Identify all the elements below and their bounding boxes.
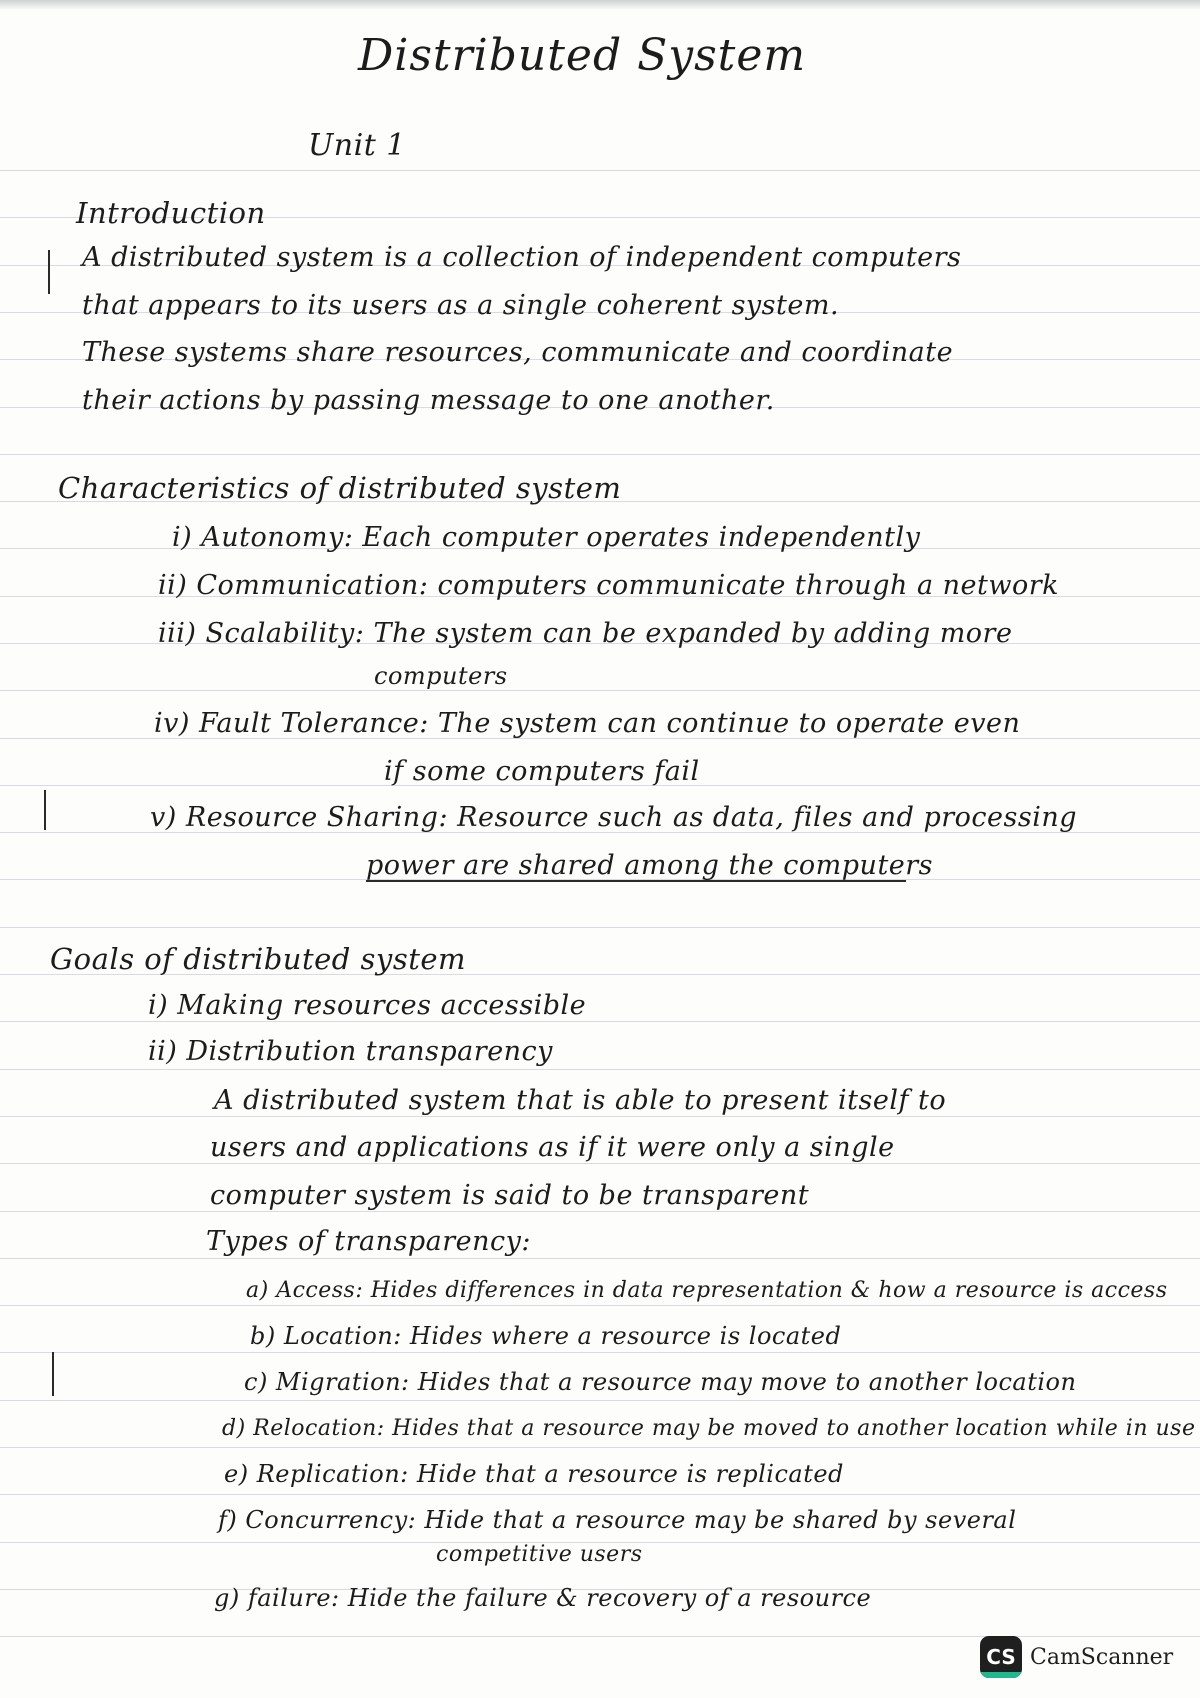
camscanner-logo-icon: CS — [980, 1636, 1022, 1678]
margin-mark — [48, 250, 50, 294]
introduction-line: These systems share resources, communicate and coordinate — [82, 337, 954, 368]
ruled-line — [0, 927, 1200, 928]
introduction-line: that appears to its users as a single coherent system. — [82, 290, 840, 321]
ruled-line — [0, 1163, 1200, 1164]
transparency-type: c) Migration: Hides that a resource may move to another location — [244, 1368, 1077, 1396]
goal-description-line: A distributed system that is able to present itself to — [214, 1085, 947, 1116]
transparency-type: g) failure: Hide the failure & recovery of a resource — [214, 1584, 872, 1612]
ruled-line — [0, 170, 1200, 171]
margin-mark — [44, 790, 46, 830]
characteristic-item: iv) Fault Tolerance: The system can continue to operate even — [154, 708, 1021, 739]
characteristic-item: i) Autonomy: Each computer operates independently — [172, 522, 921, 553]
ruled-line — [0, 1116, 1200, 1117]
introduction-line: A distributed system is a collection of independent computers — [82, 242, 962, 273]
transparency-type: d) Relocation: Hides that a resource may be moved to another location while in use — [222, 1416, 1196, 1441]
ruled-line — [0, 1069, 1200, 1070]
goal-item: ii) Distribution transparency — [148, 1036, 553, 1067]
page-top-edge — [0, 0, 1200, 10]
camscanner-watermark — [980, 1636, 1173, 1678]
unit-label: Unit 1 — [308, 128, 406, 163]
hand-underline — [366, 880, 906, 882]
transparency-types-heading: Types of transparency: — [206, 1226, 532, 1257]
transparency-type: e) Replication: Hide that a resource is replicated — [224, 1460, 844, 1488]
transparency-type: f) Concurrency: Hide that a resource may be shared by several — [218, 1506, 1017, 1534]
goal-item: i) Making resources accessible — [148, 990, 587, 1021]
ruled-line — [0, 1305, 1200, 1306]
transparency-type-continuation: competitive users — [436, 1542, 643, 1567]
characteristic-item-continuation: if some computers fail — [384, 756, 700, 787]
transparency-type: b) Location: Hides where a resource is located — [250, 1322, 842, 1350]
ruled-line — [0, 1400, 1200, 1401]
ruled-line — [0, 1258, 1200, 1259]
goal-description-line: computer system is said to be transparent — [210, 1180, 810, 1211]
characteristic-item: ii) Communication: computers communicate through a network — [158, 570, 1059, 601]
ruled-line — [0, 1494, 1200, 1495]
ruled-line — [0, 1211, 1200, 1212]
ruled-line — [0, 690, 1200, 691]
transparency-type: a) Access: Hides differences in data representation & how a resource is access — [246, 1278, 1168, 1303]
page-title: Distributed System — [358, 30, 807, 81]
camscanner-label: CamScanner — [1030, 1644, 1174, 1670]
ruled-line — [0, 1021, 1200, 1022]
introduction-heading: Introduction — [76, 196, 266, 230]
goal-description-line: users and applications as if it were only a single — [210, 1132, 895, 1163]
characteristic-item: iii) Scalability: The system can be expanded by adding more — [158, 618, 1013, 649]
goals-heading: Goals of distributed system — [50, 942, 467, 976]
ruled-line — [0, 1447, 1200, 1448]
characteristics-heading: Characteristics of distributed system — [58, 471, 622, 505]
ruled-line — [0, 1352, 1200, 1353]
characteristic-item-continuation: power are shared among the computers — [366, 850, 934, 881]
characteristic-item-continuation: computers — [374, 662, 508, 690]
ruled-line — [0, 454, 1200, 455]
margin-mark — [52, 1352, 54, 1396]
introduction-line: their actions by passing message to one another. — [82, 385, 775, 416]
characteristic-item: v) Resource Sharing: Resource such as data, files and processing — [150, 802, 1078, 833]
